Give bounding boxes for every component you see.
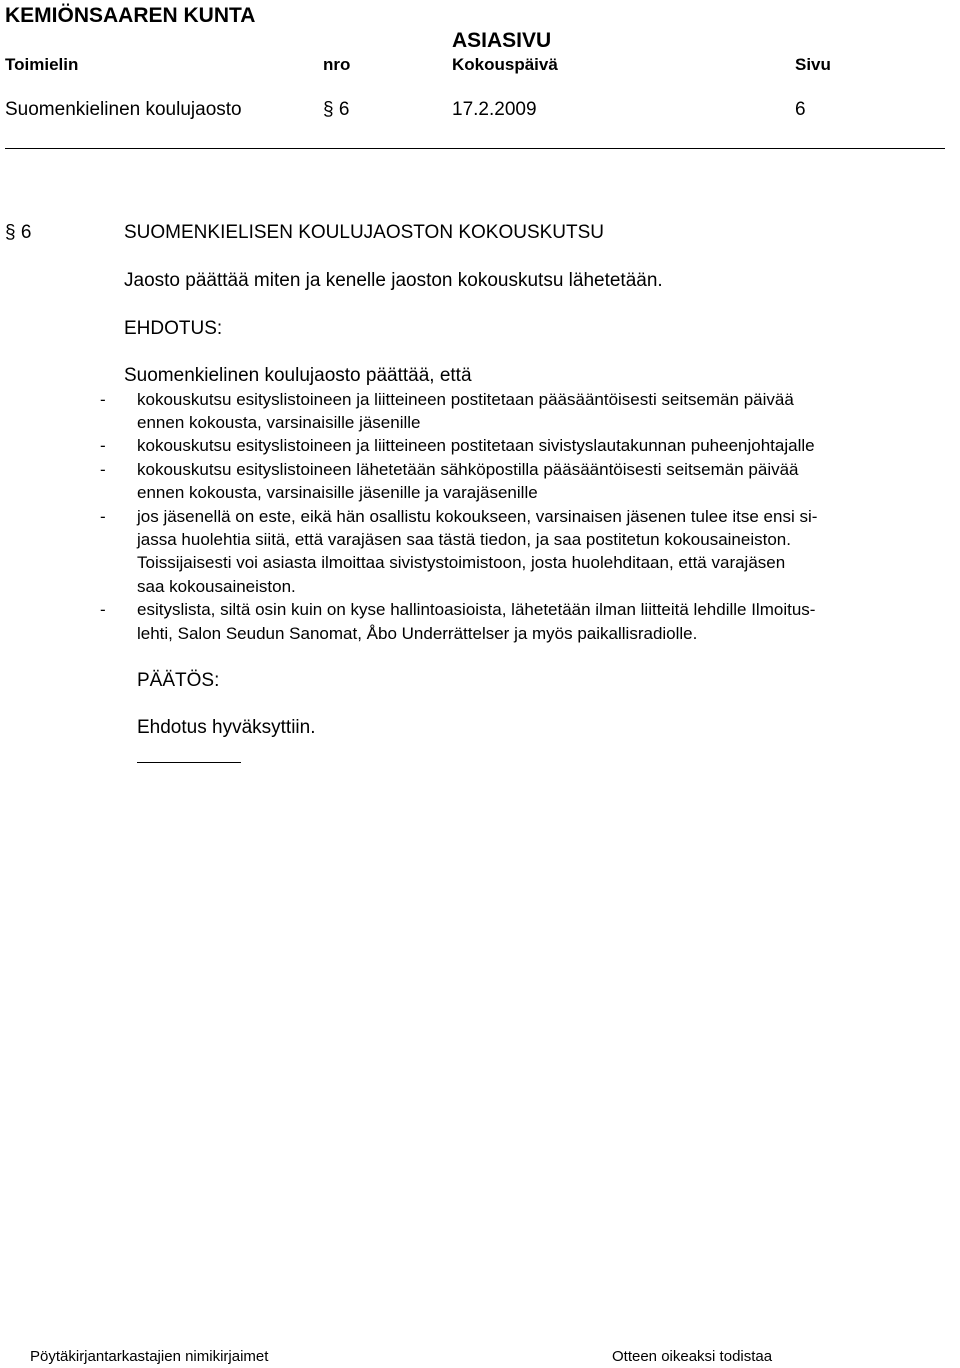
decision-text: Ehdotus hyväksyttiin. (137, 717, 316, 738)
bullet-2-line-1: kokouskutsu esityslistoineen ja liitteineen postitetaan sivistyslautakunnan puheenjohtajalle (137, 436, 815, 455)
header-rule (5, 148, 945, 149)
body-label: Toimielin (5, 55, 79, 74)
date-value: 17.2.2009 (452, 99, 537, 120)
decision-underline (137, 762, 241, 763)
page-value: 6 (795, 99, 806, 120)
bullet-marker: - (100, 390, 106, 409)
bullet-marker: - (100, 436, 106, 455)
nro-number: 6 (338, 99, 350, 120)
bullet-4-line-3: Toissijaisesti voi asiasta ilmoittaa sivistystoimistoon, josta huolehditaan, että varajäsen (137, 553, 786, 572)
bullet-5-line-1: esityslista, siltä osin kuin on kyse hallintoasioista, lähetetään ilman liitteitä lehdille Ilmoitus- (137, 600, 816, 619)
proposal-lead: Suomenkielinen koulujaosto päättää, että (124, 365, 472, 386)
nro-label: nro (323, 55, 351, 74)
bullet-3-line-1: kokouskutsu esityslistoineen lähetetään sähköpostilla pääsääntöisesti seitsemän päivää (137, 460, 799, 479)
bullet-4-line-4: saa kokousaineiston. (137, 577, 296, 596)
page-label: Sivu (795, 55, 831, 74)
bullet-marker: - (100, 460, 106, 479)
bullet-3-line-2: ennen kokousta, varsinaisille jäsenille ja varajäsenille (137, 483, 538, 502)
nro-value: § 6 (323, 99, 350, 120)
bullet-4-line-1: jos jäsenellä on este, eikä hän osallistu kokoukseen, varsinaisen jäsenen tulee itse ensi si- (137, 507, 818, 526)
bullet-5-line-2: lehti, Salon Seudun Sanomat, Åbo Underrättelser ja myös paikallisradiolle. (137, 624, 698, 643)
bullet-1-line-1: kokouskutsu esityslistoineen ja liitteineen postitetaan pääsääntöisesti seitsemän päivää (137, 390, 794, 409)
section-title: SUOMENKIELISEN KOULUJAOSTON KOKOUSKUTSU (124, 222, 605, 243)
bullet-marker: - (100, 507, 106, 526)
footer-certification-label: Otteen oikeaksi todistaa (612, 1348, 773, 1365)
section-number: § 6 (5, 222, 32, 243)
section-intro: Jaosto päättää miten ja kenelle jaoston kokouskutsu lähetetään. (124, 270, 663, 291)
document-type: ASIASIVU (452, 29, 552, 52)
bullet-marker: - (100, 600, 106, 619)
bullet-4-line-2: jassa huolehtia siitä, että varajäsen saa tästä tiedon, ja saa postitetun kokousaineiston. (137, 530, 791, 549)
date-label: Kokouspäivä (452, 55, 558, 74)
proposal-heading: EHDOTUS: (124, 318, 223, 339)
body-value: Suomenkielinen koulujaosto (5, 99, 242, 120)
organization-name: KEMIÖNSAAREN KUNTA (5, 4, 256, 27)
footer-initials-label: Pöytäkirjantarkastajien nimikirjaimet (30, 1348, 269, 1365)
decision-heading: PÄÄTÖS: (137, 670, 220, 691)
bullet-1-line-2: ennen kokousta, varsinaisille jäsenille (137, 413, 421, 432)
